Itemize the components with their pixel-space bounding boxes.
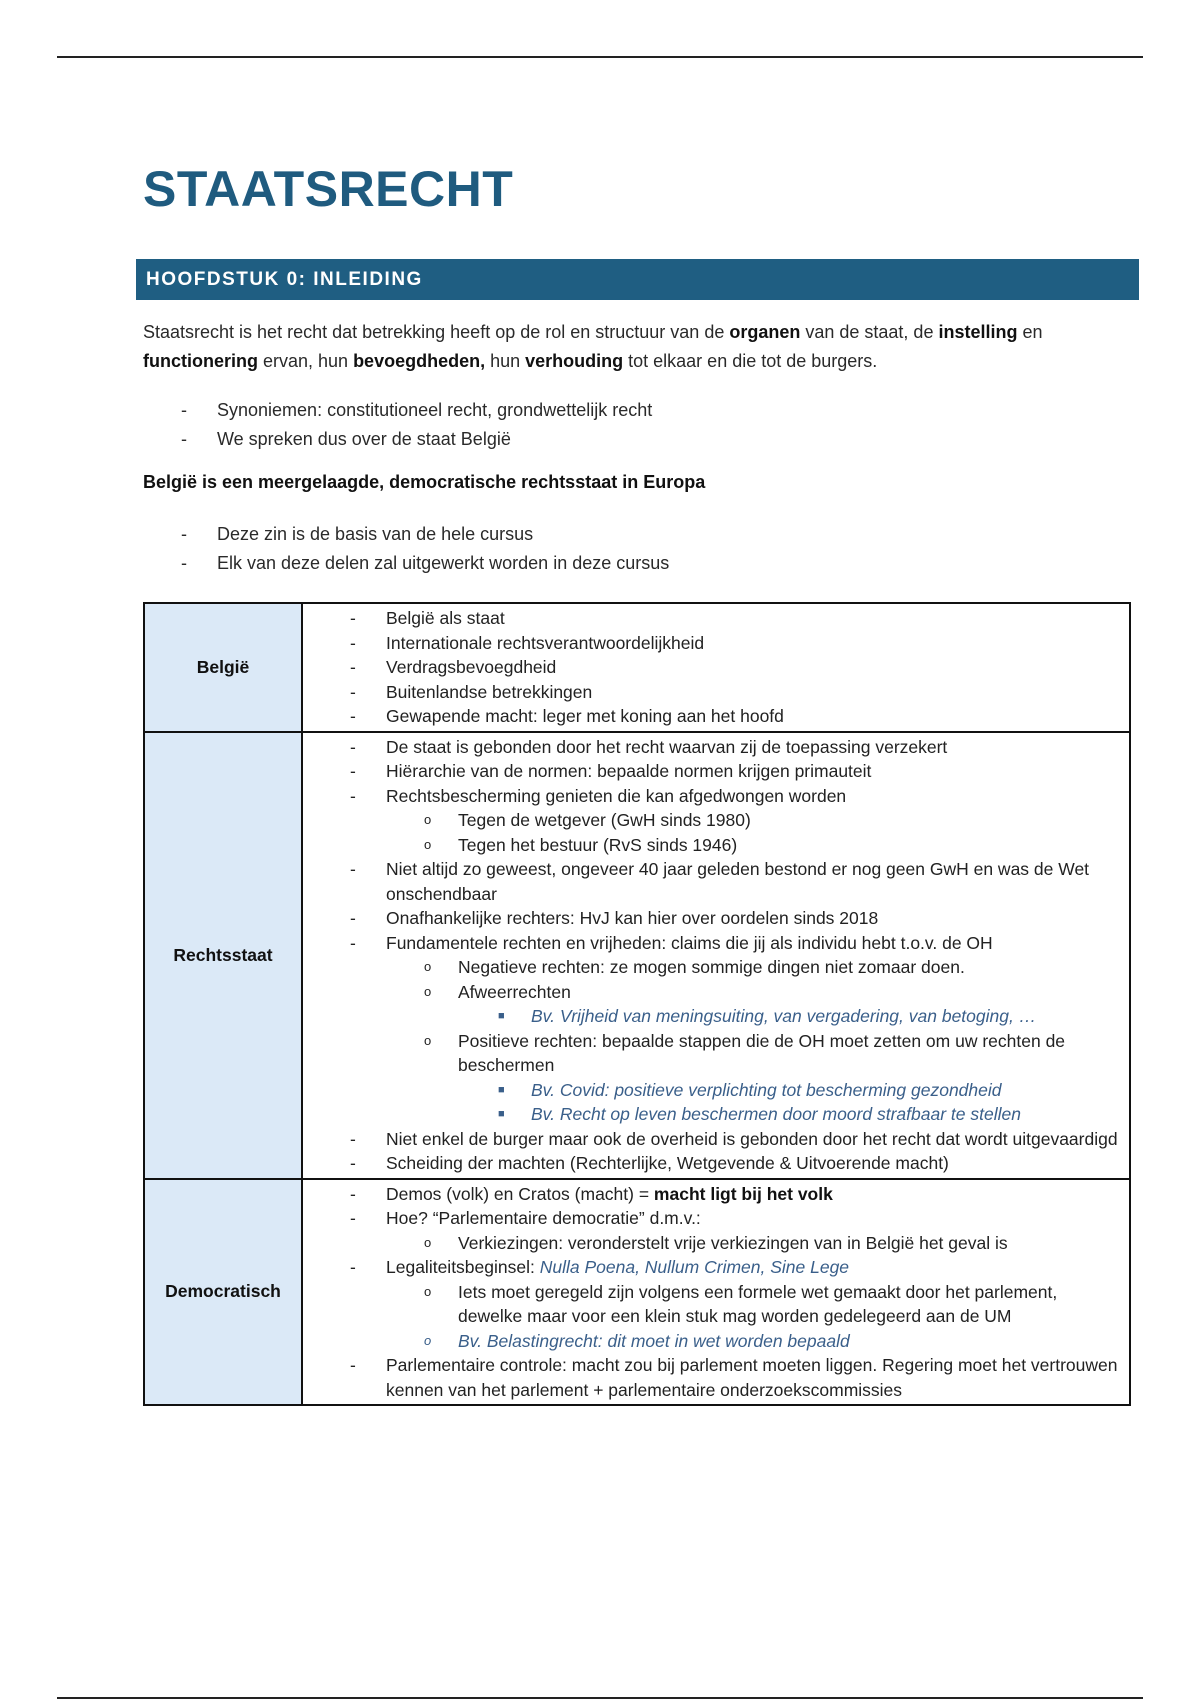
- dash-marker: -: [350, 681, 356, 702]
- row-content-democratisch: [302, 1179, 1130, 1406]
- item-text: Parlementaire controle: macht zou bij parlement moeten liggen. Regering moet het vertrouwen kennen van het parlement + parlementaire onderzoekscommissies: [386, 1355, 1118, 1400]
- list-item: [303, 1255, 1123, 1280]
- item-text: Verkiezingen: veronderstelt vrije verkiezingen van in België het geval is: [458, 1232, 1008, 1253]
- list-item: [303, 1329, 1123, 1354]
- item-text: Fundamentele rechten en vrijheden: claims die jij als individu hebt t.o.v. de OH: [386, 932, 993, 953]
- list-item: [303, 759, 1123, 784]
- circle-marker: o: [424, 983, 432, 999]
- list-item: [303, 808, 1123, 833]
- dash-marker: -: [350, 785, 356, 806]
- dash-marker: -: [350, 657, 356, 677]
- item-text: Niet altijd zo geweest, ongeveer 40 jaar geleden bestond er nog geen GwH en was de Wet onschendbaar: [386, 859, 1090, 904]
- item-text: Bv. Vrijheid van meningsuiting, van vergadering, van betoging, …: [531, 1006, 1037, 1026]
- dash-marker: -: [350, 1355, 356, 1375]
- circle-marker: o: [424, 959, 432, 974]
- item-text-bold: macht ligt bij het volk: [653, 1183, 833, 1204]
- item-text: Legaliteitsbeginsel:: [386, 1257, 540, 1277]
- row-content-belgie: [302, 603, 1130, 732]
- dash-marker: -: [350, 761, 356, 781]
- dash-marker: -: [350, 1208, 356, 1228]
- list-item: [303, 1353, 1123, 1402]
- item-text: Verdragsbevoegdheid: [386, 657, 557, 677]
- list-item: [303, 833, 1123, 858]
- item-text: België als staat: [386, 608, 505, 628]
- dash-marker: -: [350, 1257, 356, 1277]
- item-text: Tegen de wetgever (GwH sinds 1980): [458, 810, 751, 830]
- intro-text: hun: [485, 351, 526, 371]
- list-item: [303, 931, 1123, 956]
- circle-marker: o: [424, 1332, 432, 1348]
- circle-marker: o: [424, 1283, 432, 1299]
- item-text: Demos (volk) en Cratos (macht) =: [386, 1183, 654, 1204]
- table-row: [144, 603, 1130, 732]
- circle-marker: o: [424, 836, 432, 852]
- list-item: - Deze zin is de basis van de hele cursus: [143, 520, 669, 549]
- item-text: Buitenlandse betrekkingen: [386, 681, 593, 702]
- item-text: Afweerrechten: [458, 981, 571, 1002]
- item-text: De staat is gebonden door het recht waarvan zij de toepassing verzekert: [386, 736, 948, 757]
- item-text: Positieve rechten: bepaalde stappen die de OH moet zetten om uw rechten de beschermen: [458, 1030, 1066, 1075]
- item-text: Bv. Belastingrecht: dit moet in wet worden bepaald: [458, 1330, 850, 1351]
- list-item: [303, 631, 1123, 656]
- item-text: Onafhankelijke rechters: HvJ kan hier over oordelen sinds 2018: [386, 908, 879, 928]
- chapter-heading: HOOFDSTUK 0: INLEIDING: [136, 259, 1139, 300]
- square-marker: ■: [498, 1083, 505, 1096]
- row-header-belgie: België: [144, 603, 302, 732]
- item-text: Bv. Recht op leven beschermen door moord strafbaar te stellen: [531, 1104, 1021, 1124]
- statement-notes-list: [143, 520, 669, 578]
- list-item: [303, 1231, 1123, 1256]
- list-item: [303, 1280, 1123, 1329]
- synonyms-list: [143, 396, 652, 454]
- list-item: [303, 1182, 1123, 1207]
- list-item: [303, 1102, 1123, 1127]
- list-item: [303, 1151, 1123, 1176]
- list-item: - We spreken dus over de staat België: [143, 425, 652, 454]
- item-text: Scheiding der machten (Rechterlijke, Wetgevende & Uitvoerende macht): [386, 1153, 949, 1173]
- item-text: Hoe? “Parlementaire democratie” d.m.v.:: [386, 1208, 701, 1228]
- dash-marker: -: [350, 1128, 356, 1149]
- table-row: [144, 1179, 1130, 1406]
- dash-marker: -: [350, 1153, 356, 1173]
- dash-marker: -: [350, 908, 356, 928]
- list-item: - Elk van deze delen zal uitgewerkt worden in deze cursus: [143, 549, 669, 578]
- item-text: Rechtsbescherming genieten die kan afgedwongen worden: [386, 785, 847, 806]
- top-rule: [57, 56, 1143, 58]
- item-text: Tegen het bestuur (RvS sinds 1946): [458, 834, 738, 855]
- item-text-italic: Nulla Poena, Nullum Crimen, Sine Lege: [539, 1257, 850, 1277]
- dash-marker: -: [350, 632, 356, 653]
- key-statement: België is een meergelaagde, democratische rechtsstaat in Europa: [143, 472, 706, 492]
- dash-marker: -: [350, 1183, 356, 1204]
- list-item: [303, 1206, 1123, 1231]
- item-text: Bv. Covid: positieve verplichting tot bescherming gezondheid: [531, 1079, 1002, 1100]
- item-text: Negatieve rechten: ze mogen sommige dingen niet zomaar doen.: [458, 957, 965, 977]
- list-item: [303, 980, 1123, 1005]
- intro-text: ervan, hun: [258, 351, 354, 371]
- row-content-rechtsstaat: [302, 732, 1130, 1179]
- intro-bold: organen: [729, 322, 801, 342]
- intro-text: Staatsrecht is het recht dat betrekking heeft op de rol en structuur van de: [143, 322, 730, 342]
- bottom-rule: [57, 1697, 1143, 1699]
- circle-marker: o: [424, 1234, 432, 1250]
- list-item: [303, 606, 1123, 631]
- item-text: Gewapende macht: leger met koning aan het hoofd: [386, 706, 784, 726]
- intro-text: en: [1017, 322, 1043, 342]
- intro-paragraph: [143, 318, 1128, 376]
- list-item: [303, 1029, 1123, 1078]
- intro-text: tot elkaar en die tot de burgers.: [623, 351, 878, 371]
- item-text: Niet enkel de burger maar ook de overheid is gebonden door het recht dat wordt uitgevaardigd: [386, 1128, 1118, 1149]
- table-row: [144, 732, 1130, 1179]
- list-item: [303, 655, 1123, 680]
- item-text: Hiërarchie van de normen: bepaalde normen krijgen primauteit: [386, 761, 872, 781]
- row-header-democratisch: Democratisch: [144, 1179, 302, 1406]
- list-item: [303, 1004, 1123, 1029]
- list-item: [303, 857, 1123, 906]
- list-item: [303, 680, 1123, 705]
- list-item: [303, 906, 1123, 931]
- square-marker: ■: [498, 1010, 505, 1022]
- dash-marker: -: [350, 608, 356, 628]
- item-text: Iets moet geregeld zijn volgens een formele wet gemaakt door het parlement, dewelke maar voor een klein stuk mag worden gedelegeerd aan de UM: [458, 1281, 1058, 1326]
- circle-marker: o: [424, 1032, 432, 1048]
- list-item: [303, 735, 1123, 760]
- intro-text: van de staat, de: [800, 322, 939, 342]
- intro-bold: functionering: [143, 351, 258, 371]
- item-text: Internationale rechtsverantwoordelijkheid: [386, 632, 705, 653]
- list-item: [303, 784, 1123, 809]
- list-item: [303, 1127, 1123, 1152]
- list-item: - Synoniemen: constitutioneel recht, grondwettelijk recht: [143, 396, 652, 425]
- list-item: [303, 955, 1123, 980]
- circle-marker: o: [424, 812, 432, 827]
- dash-marker: -: [350, 736, 356, 757]
- dash-marker: -: [350, 706, 356, 726]
- dash-marker: -: [350, 932, 356, 953]
- intro-bold: bevoegdheden,: [353, 351, 486, 371]
- list-item: [303, 1078, 1123, 1103]
- concepts-table: [143, 602, 1131, 1406]
- intro-bold: verhouding: [525, 351, 624, 371]
- list-item: [303, 704, 1123, 729]
- dash-marker: -: [350, 859, 356, 879]
- page-title: STAATSRECHT: [143, 161, 514, 217]
- intro-bold: instelling: [938, 322, 1018, 342]
- row-header-rechtsstaat: Rechtsstaat: [144, 732, 302, 1179]
- square-marker: ■: [498, 1108, 505, 1120]
